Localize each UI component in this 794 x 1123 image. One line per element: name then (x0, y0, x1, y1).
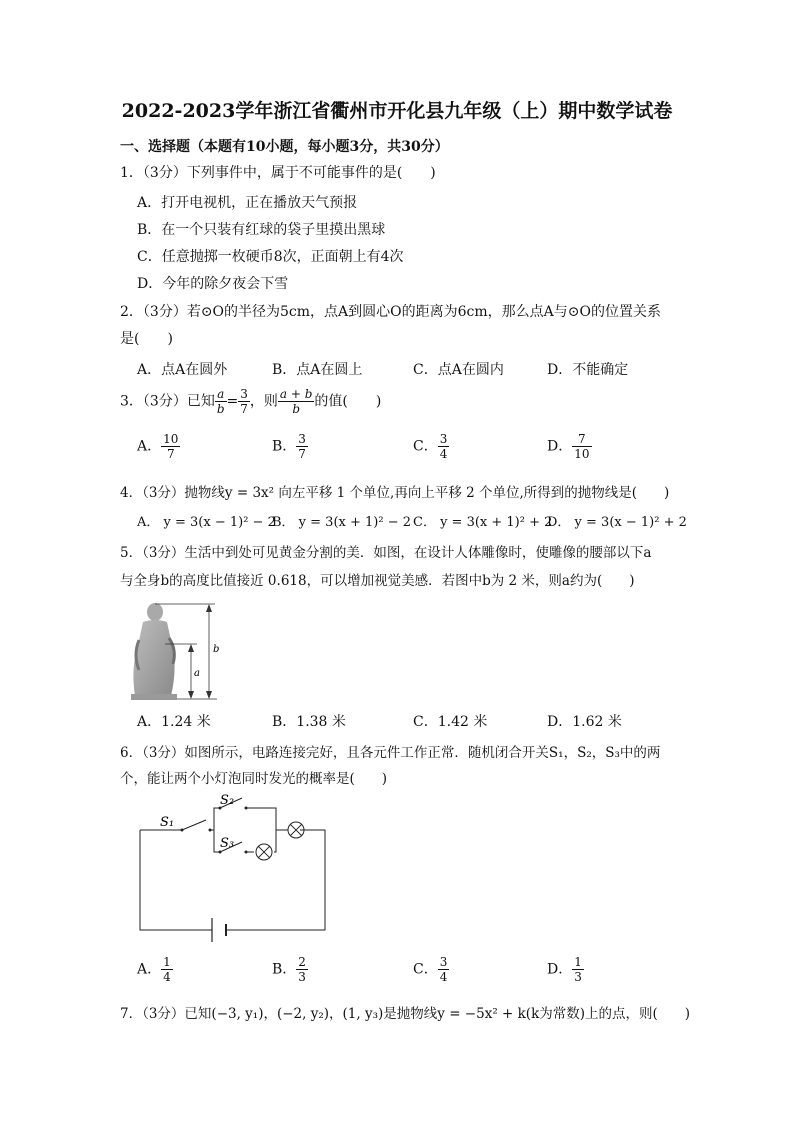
q1-option-c: C．任意抛掷一枚硬币8次，正面朝上有4次 (137, 249, 404, 265)
switch-s1-label: S₁ (160, 815, 175, 830)
q5-stem-line1: 5．（3分）生活中到处可见黄金分割的美．如图，在设计人体雕像时，使雕像的腰部以下a (120, 545, 652, 561)
q3-option-b: B． $\frac{3}{7}$ (272, 432, 306, 461)
q4-option-a: A． y = 3(x − 1)² − 2 (137, 515, 276, 530)
circuit-diagram (130, 790, 340, 950)
q3-option-a: A． $\frac{10}{7}$ (137, 432, 179, 461)
q5-stem-line2: 与全身b的高度比值接近 0.618，可以增加视觉美感．若图中b为 2 米，则a约为( ) (120, 573, 635, 589)
q2-option-a: A．点A在圆外 (137, 362, 228, 378)
q3-option-c: C． $\frac{3}{4}$ (413, 432, 448, 461)
q1-stem: 1．（3分）下列事件中，属于不可能事件的是( ) (120, 165, 436, 181)
switch-s2-label: S₂ (220, 793, 235, 808)
q7-stem: 7．（3分）已知(−3, y₁)，(−2, y₂)，(1, y₃)是抛物线y = −5x² + k(k为常数)上的点，则( ) (120, 1006, 691, 1022)
q2-stem-line1: 2．（3分）若⊙O的半径为5cm，点A到圆心O的距离为6cm，那么点A与⊙O的位置关系 (120, 304, 661, 320)
q6-option-d: D． $\frac{1}{3}$ (547, 955, 582, 984)
label-a: a (194, 668, 200, 679)
q5-option-c: C．1.42 米 (413, 714, 488, 730)
q2-stem-line2: 是( ) (120, 331, 173, 347)
q2-option-c: C．点A在圆内 (413, 362, 504, 378)
q3-stem: 3．（3分）已知 $\frac{a}{b}$ = $\frac{3}{7}$ ，则 $\frac{a + b}{b}$ 的值( ) (120, 387, 382, 416)
fraction-a-plus-b-over-b: $\frac{a + b}{b}$ (279, 387, 313, 416)
section-heading: 一、选择题（本题有10小题，每小题3分，共30分） (120, 139, 449, 155)
q1-option-d: D．今年的除夕夜会下雪 (137, 276, 289, 292)
q1-option-b: B．在一个只装有红球的袋子里摸出黑球 (137, 222, 386, 238)
lamp-icon (256, 844, 272, 860)
q4-option-b: B． y = 3(x + 1)² − 2 (272, 515, 412, 530)
q6-option-b: B． $\frac{2}{3}$ (272, 955, 306, 984)
q4-option-d: D． y = 3(x − 1)² + 2 (547, 515, 687, 530)
q1-option-a: A．打开电视机，正在播放天气预报 (137, 195, 358, 211)
q5-option-a: A．1.24 米 (137, 714, 211, 730)
q2-option-b: B．点A在圆上 (272, 362, 363, 378)
q3-option-d: D． $\frac{7}{10}$ (547, 432, 590, 461)
page-title: 2022-2023学年浙江省衢州市开化县九年级（上）期中数学试卷 (121, 100, 673, 122)
q5-option-d: D．1.62 米 (547, 714, 622, 730)
fraction-3-over-7: $\frac{3}{7}$ (240, 387, 248, 416)
label-b: b (213, 644, 220, 655)
q6-stem-line2: 个，能让两个小灯泡同时发光的概率是( ) (120, 771, 388, 787)
q2-option-d: D．不能确定 (547, 362, 629, 378)
switch-s3-label: S₃ (220, 836, 235, 851)
q6-stem-line1: 6．（3分）如图所示，电路连接完好，且各元件工作正常．随机闭合开关S₁，S₂，S₃中的两 (120, 745, 661, 761)
statue-figure (125, 600, 235, 702)
q4-stem: 4．（3分）抛物线y = 3x² 向左平移 1 个单位,再向上平移 2 个单位,所得到的抛物线是( ) (120, 485, 670, 501)
q6-option-c: C． $\frac{3}{4}$ (413, 955, 448, 984)
q6-option-a: A． $\frac{1}{4}$ (137, 955, 171, 984)
q4-option-c: C． y = 3(x + 1)² + 2 (413, 515, 553, 530)
statue-icon (131, 603, 177, 700)
fraction-a-over-b: $\frac{a}{b}$ (216, 387, 225, 416)
q5-option-b: B．1.38 米 (272, 714, 346, 730)
